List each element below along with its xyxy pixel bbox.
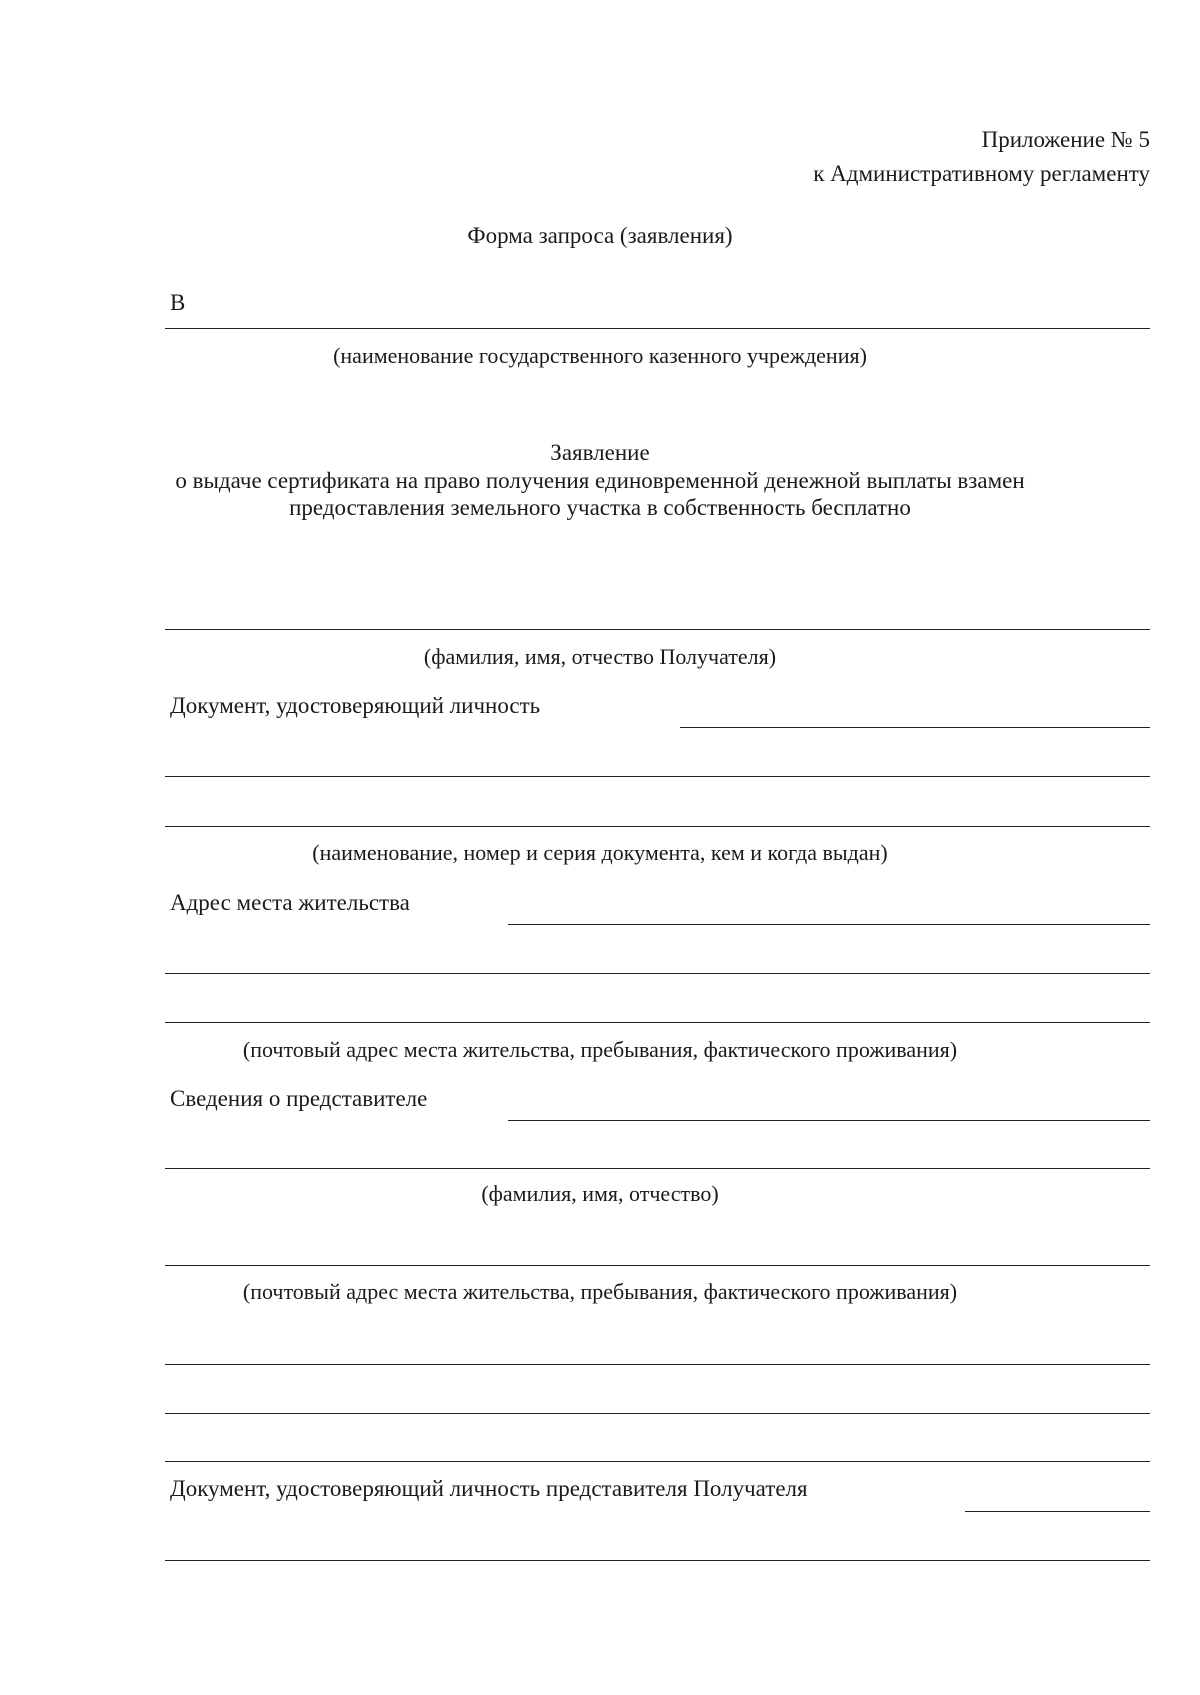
recipient-name-caption: (фамилия, имя, отчество Получателя) bbox=[423, 644, 777, 669]
identity-doc-caption: (наименование, номер и серия документа, кем и когда выдан) bbox=[312, 840, 888, 865]
statement-subject-line2: предоставления земельного участка в собственность бесплатно bbox=[289, 495, 911, 520]
institution-caption: (наименование государственного казенного учреждения) bbox=[333, 343, 867, 368]
identity-doc-field-line[interactable] bbox=[680, 727, 1150, 728]
to-label: В bbox=[170, 290, 186, 315]
rep-identity-doc-field-line-2[interactable] bbox=[165, 1560, 1150, 1561]
address-field-line[interactable] bbox=[508, 924, 1150, 925]
identity-doc-field-line-2[interactable] bbox=[165, 776, 1150, 777]
rep-name-field-line[interactable] bbox=[165, 1168, 1150, 1169]
statement-title: Заявление bbox=[550, 440, 650, 465]
address-field-line-2[interactable] bbox=[165, 973, 1150, 974]
blank-field-line-2[interactable] bbox=[165, 1413, 1150, 1414]
identity-doc-field-line-3[interactable] bbox=[165, 826, 1150, 827]
statement-subject-line1: о выдаче сертификата на право получения единовременной денежной выплаты взамен bbox=[175, 468, 1025, 493]
address-caption: (почтовый адрес места жительства, пребывания, фактического проживания) bbox=[242, 1037, 958, 1062]
recipient-name-field-line[interactable] bbox=[165, 629, 1150, 630]
identity-doc-label: Документ, удостоверяющий личность bbox=[170, 693, 541, 718]
blank-field-line-3[interactable] bbox=[165, 1461, 1150, 1462]
appendix-reference: к Административному регламенту bbox=[813, 161, 1150, 186]
rep-address-field-line[interactable] bbox=[165, 1265, 1150, 1266]
address-label: Адрес места жительства bbox=[170, 890, 410, 915]
rep-identity-doc-label: Документ, удостоверяющий личность представителя Получателя bbox=[170, 1476, 808, 1501]
rep-identity-doc-field-line[interactable] bbox=[965, 1511, 1150, 1512]
rep-name-caption: (фамилия, имя, отчество) bbox=[481, 1181, 719, 1206]
form-title: Форма запроса (заявления) bbox=[467, 223, 733, 248]
representative-field-line[interactable] bbox=[508, 1120, 1150, 1121]
institution-field-line[interactable] bbox=[165, 328, 1150, 329]
appendix-number: Приложение № 5 bbox=[981, 127, 1150, 152]
address-field-line-3[interactable] bbox=[165, 1022, 1150, 1023]
rep-address-caption: (почтовый адрес места жительства, пребывания, фактического проживания) bbox=[242, 1279, 958, 1304]
blank-field-line-1[interactable] bbox=[165, 1364, 1150, 1365]
representative-label: Сведения о представителе bbox=[170, 1086, 428, 1111]
